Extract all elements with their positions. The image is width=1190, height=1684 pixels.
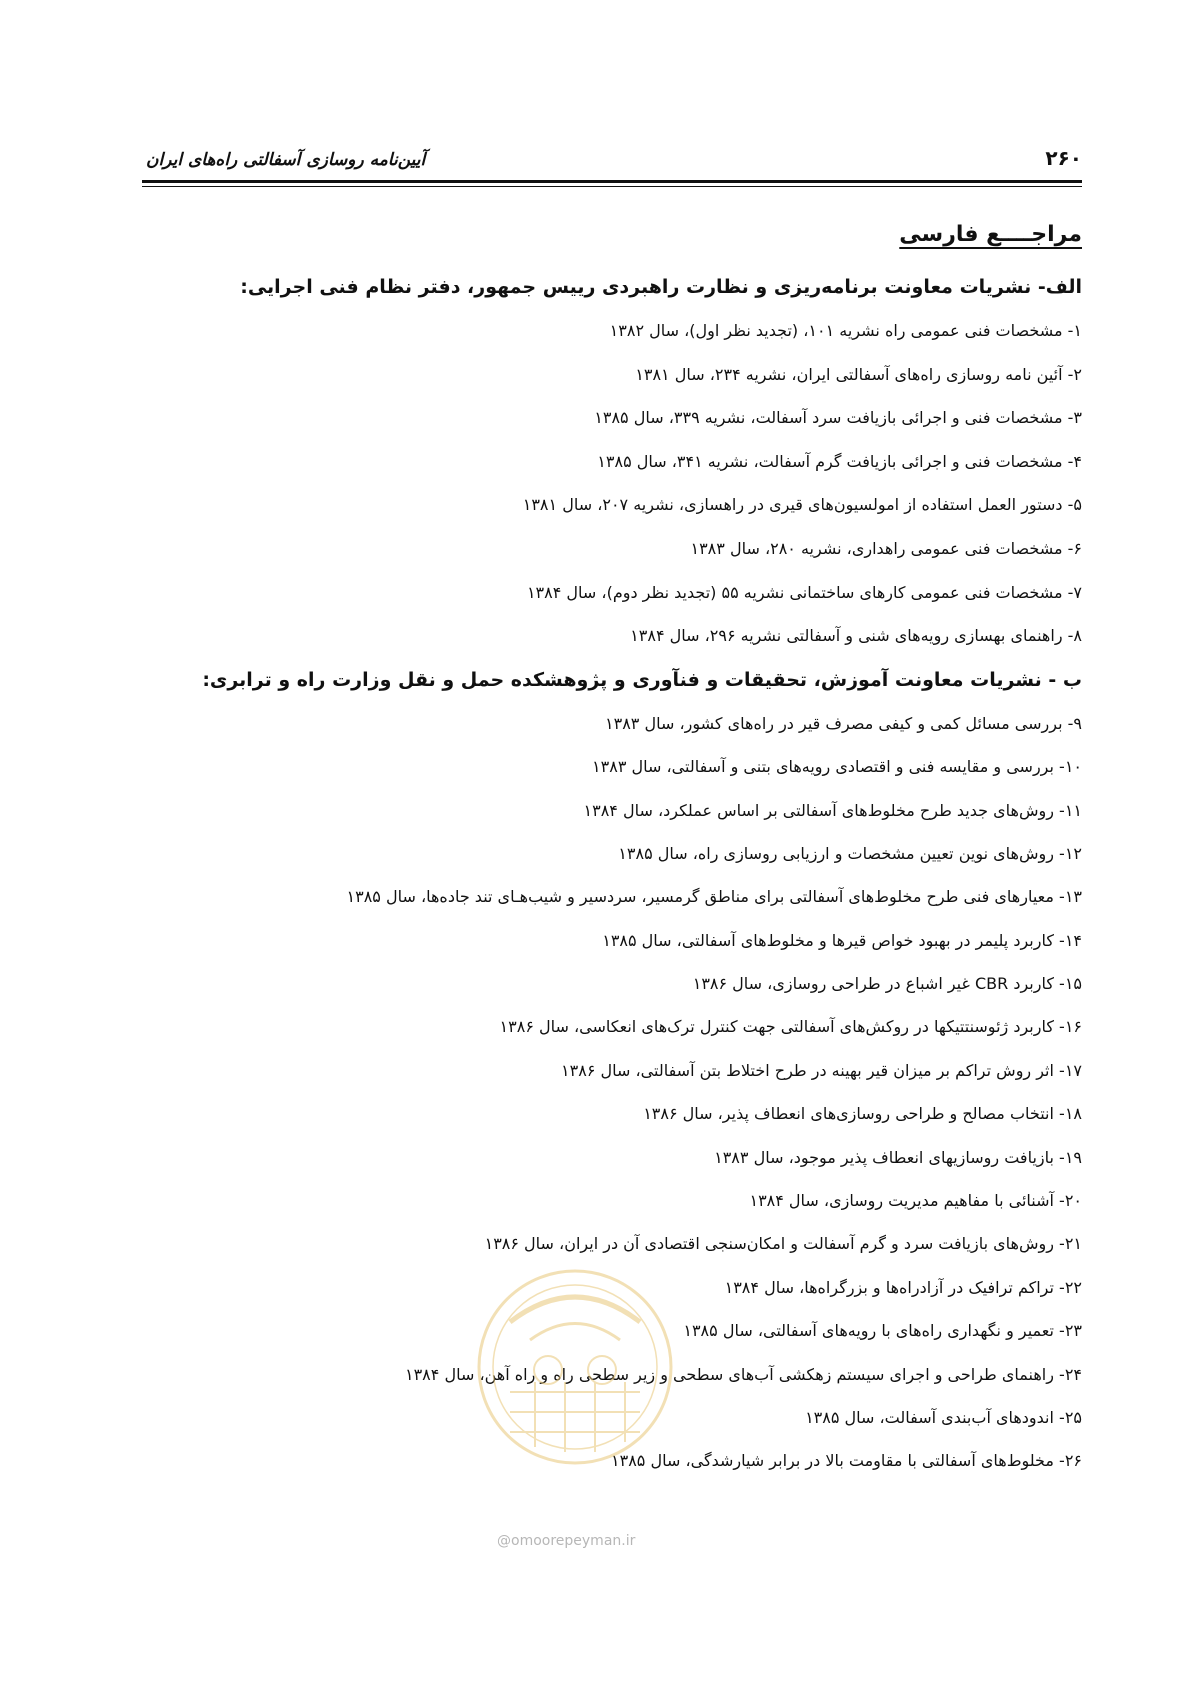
reference-item: ۱۳- معیارهای فنی طرح مخلوط‌های آسفالتی برای مناطق گرمسیر، سردسیر و شیب‌هـای تند جاده‌ها، سال ۱۳۸۵ — [346, 887, 1082, 907]
reference-item: ۲۰- آشنائی با مفاهیم مدیریت روسازی، سال ۱۳۸۴ — [749, 1191, 1082, 1211]
reference-item: ۲۳- تعمیر و نگهداری راه‌های با رویه‌های آسفالتی، سال ۱۳۸۵ — [683, 1321, 1082, 1341]
reference-item: ۲- آئین نامه روسازی راه‌های آسفالتی ایران، نشریه ۲۳۴، سال ۱۳۸۱ — [635, 364, 1082, 384]
section-title: مراجــــع فارسی — [899, 222, 1082, 247]
reference-item: ۸- راهنمای بهسازی رویه‌های شنی و آسفالتی نشریه ۲۹۶، سال ۱۳۸۴ — [630, 626, 1082, 646]
running-header-title: آیین‌نامه روسازی آسفالتی راه‌های ایران — [146, 150, 426, 170]
reference-item: ۱۱- روش‌های جدید طرح مخلوط‌های آسفالتی بر اساس عملکرد، سال ۱۳۸۴ — [583, 800, 1082, 820]
references-content — [122, 265, 1082, 1483]
reference-item: ۱۰- بررسی و مقایسه فنی و اقتصادی رویه‌های بتنی و آسفالتی، سال ۱۳۸۳ — [592, 757, 1082, 777]
reference-item: ۲۴- راهنمای طراحی و اجرای سیستم زهکشی آب‌های سطحی و زیر سطحی راه و راه آهن، سال ۱۳۸۴ — [404, 1364, 1082, 1384]
reference-item: ۵- دستور العمل استفاده از امولسیون‌های قیری در راهسازی، نشریه ۲۰۷، سال ۱۳۸۱ — [522, 495, 1082, 515]
group-a-heading: الف- نشریات معاونت برنامه‌ریزی و نظارت راهبردی رییس جمهور، دفتر نظام فنی اجرایی: — [240, 276, 1082, 298]
header-rule — [142, 180, 1082, 183]
reference-item: ۶- مشخصات فنی عمومی راهداری، نشریه ۲۸۰، سال ۱۳۸۳ — [690, 538, 1082, 558]
reference-item: ۱۸- انتخاب مصالح و طراحی روسازی‌های انعطاف پذیر، سال ۱۳۸۶ — [643, 1104, 1082, 1124]
reference-item: ۱۵- کاربرد CBR غیر اشباع در طراحی روسازی، سال ۱۳۸۶ — [692, 974, 1082, 994]
watermark-url: @omoorepeyman.ir — [497, 1533, 636, 1549]
reference-item: ۲۶- مخلوط‌های آسفالتی با مقاومت بالا در برابر شیارشدگی، سال ۱۳۸۵ — [611, 1451, 1082, 1471]
reference-item: ۱- مشخصات فنی عمومی راه نشریه ۱۰۱، (تجدید نظر اول)، سال ۱۳۸۲ — [609, 321, 1082, 340]
reference-item: ۱۹- بازیافت روسازیهای انعطاف پذیر موجود، سال ۱۳۸۳ — [714, 1147, 1082, 1167]
group-b-heading: ب - نشریات معاونت آموزش، تحقیقات و فنآوری و پژوهشکده حمل و نقل وزارت راه و ترابری: — [202, 668, 1082, 691]
reference-item: ۳- مشخصات فنی و اجرائی بازیافت سرد آسفالت، نشریه ۳۳۹، سال ۱۳۸۵ — [594, 408, 1082, 428]
reference-item: ۲۲- تراکم ترافیک در آزادراه‌ها و بزرگراه‌ها، سال ۱۳۸۴ — [724, 1277, 1082, 1297]
reference-item: ۹- بررسی مسائل کمی و کیفی مصرف قیر در راه‌های کشور، سال ۱۳۸۳ — [605, 713, 1082, 733]
reference-item: ۷- مشخصات فنی عمومی کارهای ساختمانی نشریه ۵۵ (تجدید نظر دوم)، سال ۱۳۸۴ — [526, 582, 1082, 602]
reference-item: ۲۵- اندودهای آب‌بندی آسفالت، سال ۱۳۸۵ — [805, 1408, 1082, 1427]
group-b-list — [122, 702, 1082, 1483]
group-a-list — [122, 309, 1082, 658]
page-number: ۲۶۰ — [1045, 146, 1082, 170]
header-rule-thin — [142, 186, 1082, 187]
reference-item: ۴- مشخصات فنی و اجرائی بازیافت گرم آسفالت، نشریه ۳۴۱، سال ۱۳۸۵ — [597, 451, 1082, 471]
reference-item: ۲۱- روش‌های بازیافت سرد و گرم آسفالت و امکان‌سنجی اقتصادی آن در ایران، سال ۱۳۸۶ — [484, 1234, 1082, 1254]
reference-item: ۱۶- کاربرد ژئوسنتتیکها در روکش‌های آسفالتی جهت کنترل ترک‌های انعکاسی، سال ۱۳۸۶ — [499, 1017, 1082, 1037]
reference-item: ۱۴- کاربرد پلیمر در بهبود خواص قیرها و مخلوط‌های آسفالتی، سال ۱۳۸۵ — [602, 930, 1082, 950]
reference-item: ۱۷- اثر روش تراکم بر میزان قیر بهینه در طرح اختلاط بتن آسفالتی، سال ۱۳۸۶ — [561, 1060, 1082, 1080]
reference-item: ۱۲- روش‌های نوین تعیین مشخصات و ارزیابی روسازی راه، سال ۱۳۸۵ — [618, 843, 1082, 863]
